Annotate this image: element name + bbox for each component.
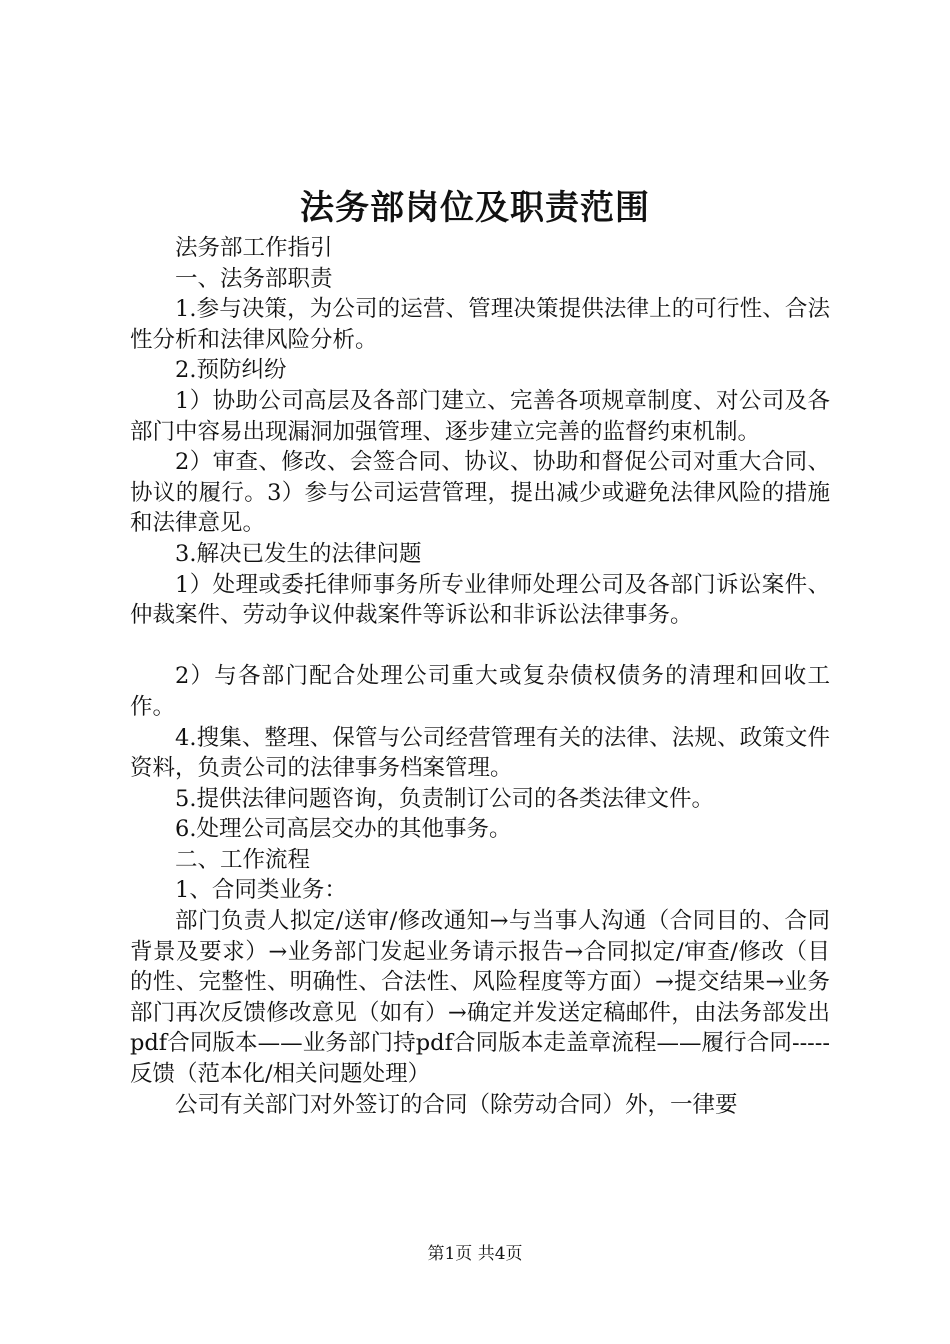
paragraph-duty-3-item-2: 2）与各部门配合处理公司重大或复杂债权债务的清理和回收工作。 <box>130 663 830 720</box>
paragraph-duty-2-item-2: 2）审查、修改、会签合同、协议、协助和督促公司对重大合同、协议的履行。3）参与公司运营管理，提出减少或避免法律风险的措施和法律意见。 <box>130 449 830 537</box>
paragraph-duty-3-item-1: 1）处理或委托律师事务所专业律师处理公司及各部门诉讼案件、仲裁案件、劳动争议仲裁案件等诉讼和非诉讼法律事务。 <box>130 571 830 629</box>
paragraph-section-workflow: 二、工作流程 <box>175 846 311 873</box>
page-number: 第1页 共4页 <box>427 1244 523 1264</box>
paragraph-contract-flow: 部门负责人拟定/送审/修改通知→与当事人沟通（合同目的、合同背景及要求）→业务部门发起业务请示报告→合同拟定/审查/修改（目的性、完整性、明确性、合法性、风险程度等方面）→提交结果→业务部门再次反馈修改意见（如有）→确定并发送定稿邮件，由法务部发出pdf合同版本——业务部门持pdf合同版本走盖章流程——履行合同-----反馈（范本化/相关问题处理） <box>130 908 830 1088</box>
paragraph-duty-1: 1.参与决策，为公司的运营、管理决策提供法律上的可行性、合法性分析和法律风险分析。 <box>130 296 830 353</box>
paragraph-contract-rule: 公司有关部门对外签订的合同（除劳动合同）外，一律要 <box>175 1091 738 1118</box>
paragraph-guide-heading: 法务部工作指引 <box>175 235 333 261</box>
paragraph-duty-3: 3.解决已发生的法律问题 <box>175 540 422 567</box>
paragraph-contract-business: 1、合同类业务： <box>175 877 347 904</box>
paragraph-duty-2: 2.预防纠纷 <box>175 357 287 384</box>
paragraph-duty-5: 5.提供法律问题咨询，负责制订公司的各类法律文件。 <box>175 785 714 812</box>
paragraph-duty-6: 6.处理公司高层交办的其他事务。 <box>175 816 512 843</box>
paragraph-section-duties: 一、法务部职责 <box>175 265 333 292</box>
paragraph-duty-2-item-1: 1）协助公司高层及各部门建立、完善各项规章制度、对公司及各部门中容易出现漏洞加强管理、逐步建立完善的监督约束机制。 <box>130 387 830 445</box>
document-title: 法务部岗位及职责范围 <box>300 188 650 228</box>
document-body <box>130 233 830 1120</box>
paragraph-duty-4: 4.搜集、整理、保管与公司经营管理有关的法律、法规、政策文件资料，负责公司的法律事务档案管理。 <box>130 724 830 782</box>
